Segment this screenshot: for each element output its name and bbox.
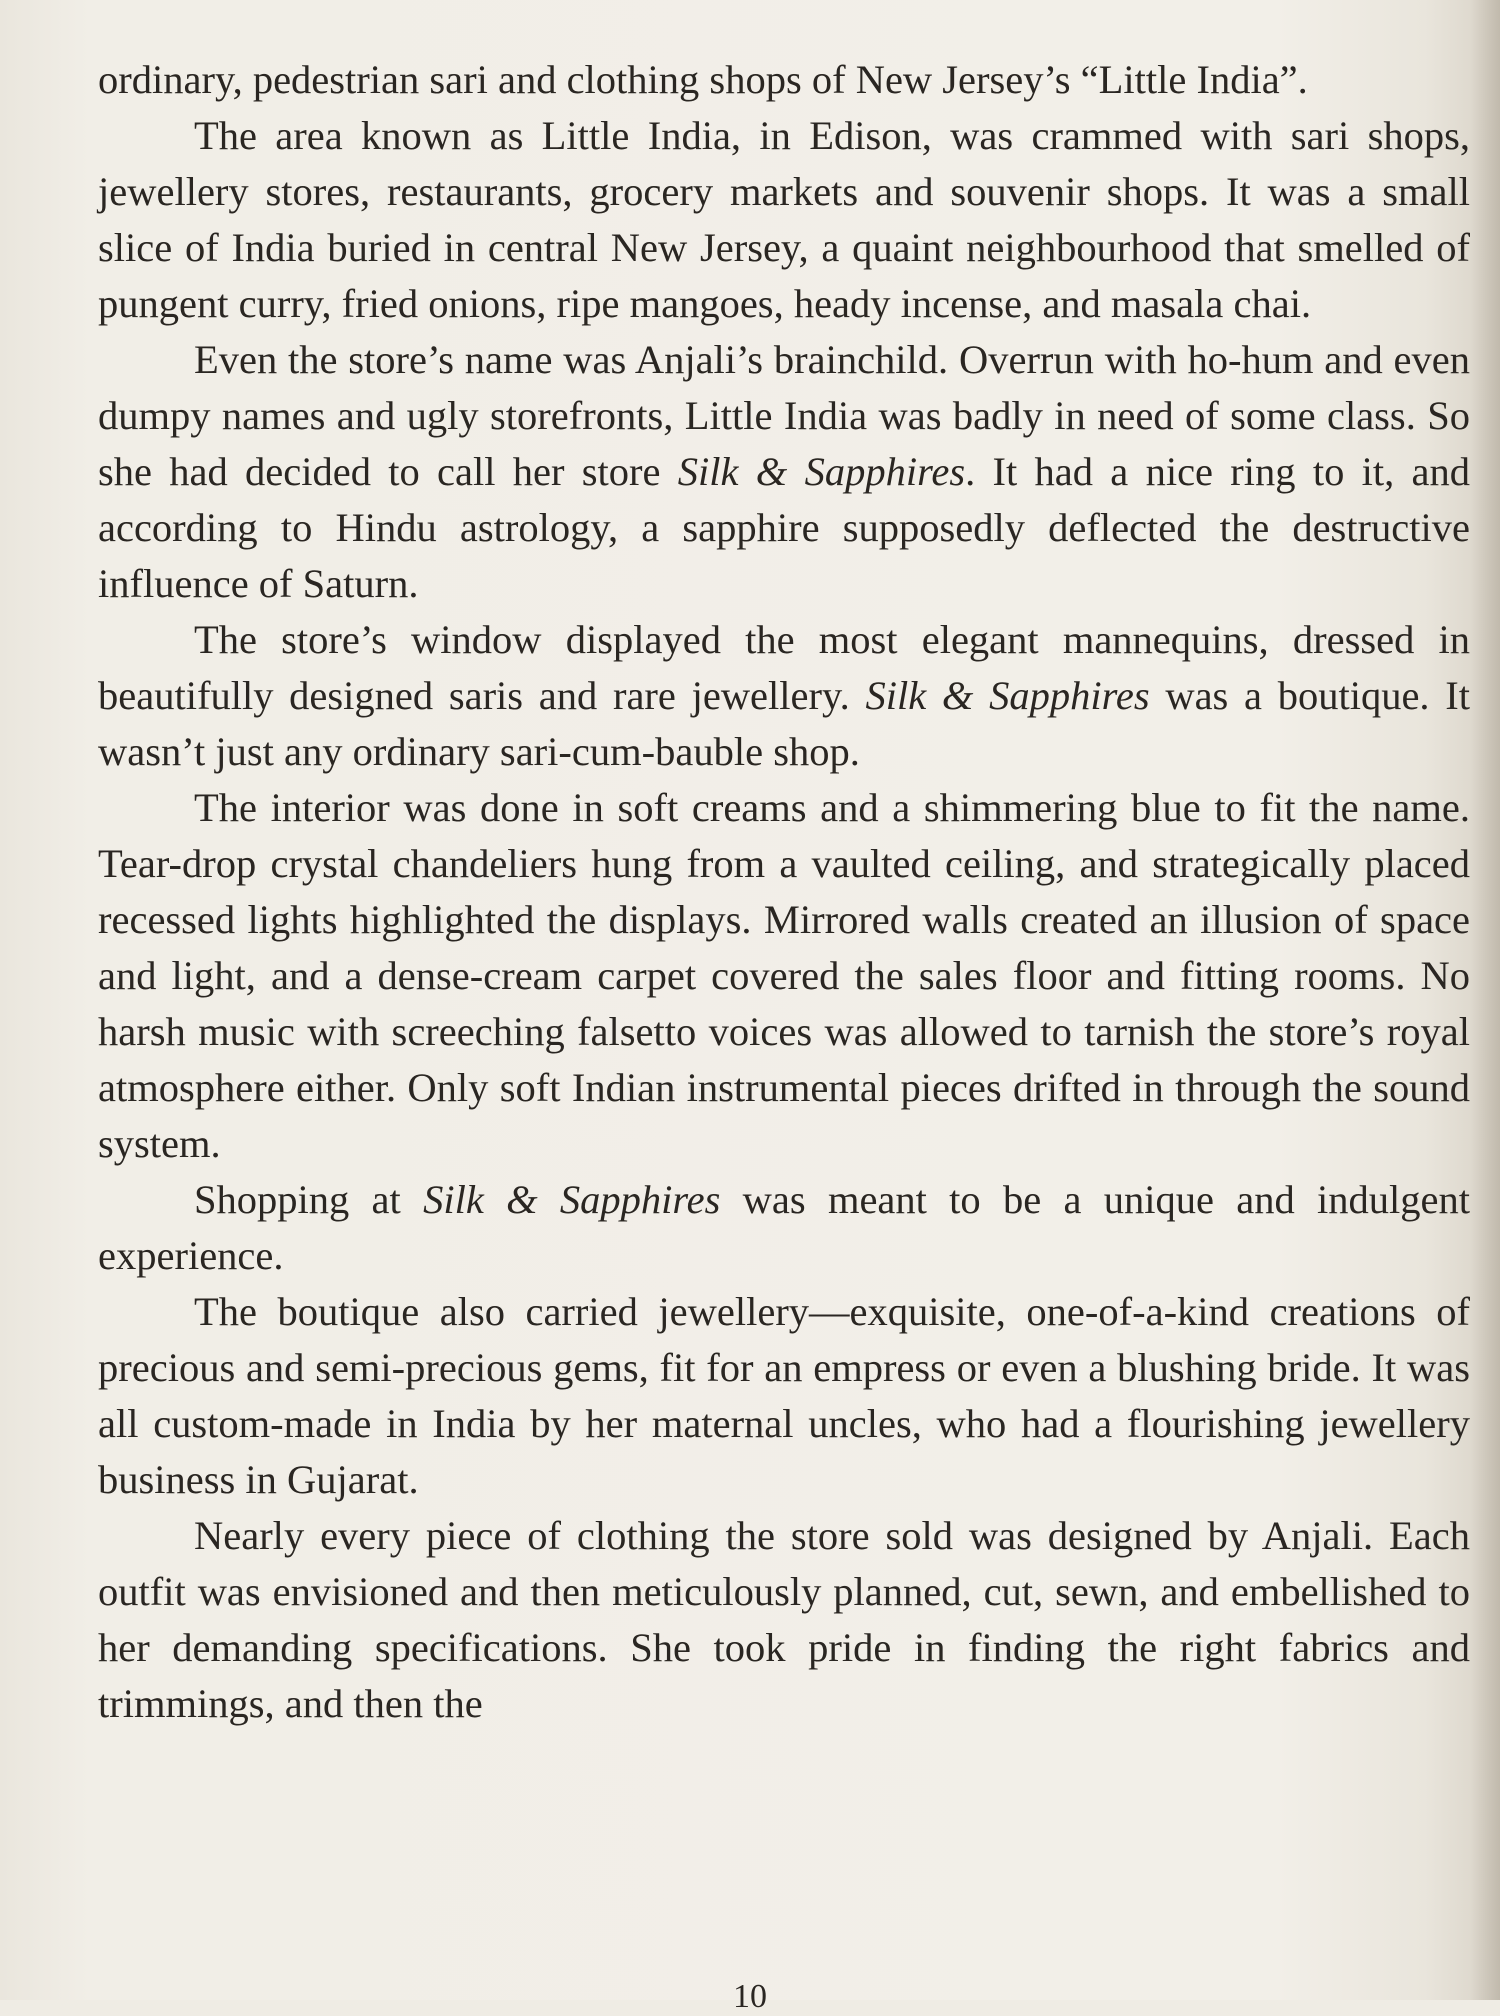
- store-name-italic: Silk & Sapphires: [677, 449, 966, 494]
- paragraph-7-text: The boutique also carried jewellery—exquisite, one-of-a-kind creations of precious and semi-precious gems, fit for an empress or even a blushing bride. It was all custom-made in India by her maternal uncles, who had a flourishing jewellery business in Gujarat.: [98, 1289, 1470, 1502]
- paragraph-3-text-a: Even the store’s name was Anjali’s brainchild. Overrun with ho-hum and even dumpy names and ugly storefronts, Little India was badly in need of some class. So she had decided to call her store: [98, 337, 1470, 494]
- paragraph-8-text: Nearly every piece of clothing the store sold was designed by Anjali. Each outfit was envisioned and then meticulously planned, cut, sewn, and embellished to her demanding specifications. She took pride in finding the right fabrics and trimmings, and then the: [98, 1513, 1470, 1726]
- paragraph-5-text: The interior was done in soft creams and a shimmering blue to fit the name. Tear-drop crystal chandeliers hung from a vaulted ceiling, and strategically placed recessed lights highlighted the displays. Mirrored walls created an illusion of space and light, and a dense-cream carpet covered the sales floor and fitting rooms. No harsh music with screeching falsetto voices was allowed to tarnish the store’s royal atmosphere either. Only soft Indian instrumental pieces drifted in through the sound system.: [98, 785, 1470, 1166]
- paragraph-1: [98, 52, 1470, 108]
- body-text: [98, 52, 1470, 1732]
- paragraph-6-text-a: Shopping at: [194, 1177, 424, 1222]
- paragraph-6: [98, 1172, 1470, 1284]
- paragraph-1-text: ordinary, pedestrian sari and clothing shops of New Jersey’s “Little India”.: [98, 57, 1308, 102]
- paragraph-4-text-b: was a boutique. It wasn’t just any ordinary sari-cum-bauble shop.: [98, 673, 1471, 774]
- paragraph-8: [98, 1508, 1470, 1732]
- store-name-italic: Silk & Sapphires: [865, 673, 1150, 718]
- page-edge-shadow: [1470, 0, 1500, 2000]
- store-name-italic: Silk & Sapphires: [423, 1177, 721, 1222]
- paragraph-3-text-b: . It had a nice ring to it, and according to Hindu astrology, a sapphire supposedly deflected the destructive influence of Saturn.: [98, 449, 1471, 606]
- paragraph-4: [98, 612, 1470, 780]
- paragraph-2: [98, 108, 1470, 332]
- paragraph-4-text-a: The store’s window displayed the most elegant mannequins, dressed in beautifully designed saris and rare jewellery.: [98, 617, 1470, 718]
- paragraph-6-text-b: was meant to be a unique and indulgent experience.: [98, 1177, 1470, 1278]
- paragraph-7: [98, 1284, 1470, 1508]
- page-number: 10: [733, 1978, 767, 2015]
- paragraph-2-text: The area known as Little India, in Edison, was crammed with sari shops, jewellery stores, restaurants, grocery markets and souvenir shops. It was a small slice of India buried in central New Jersey, a quaint neighbourhood that smelled of pungent curry, fried onions, ripe mangoes, heady incense, and masala chai.: [98, 113, 1470, 326]
- paragraph-3: [98, 332, 1470, 612]
- paragraph-5: [98, 780, 1470, 1172]
